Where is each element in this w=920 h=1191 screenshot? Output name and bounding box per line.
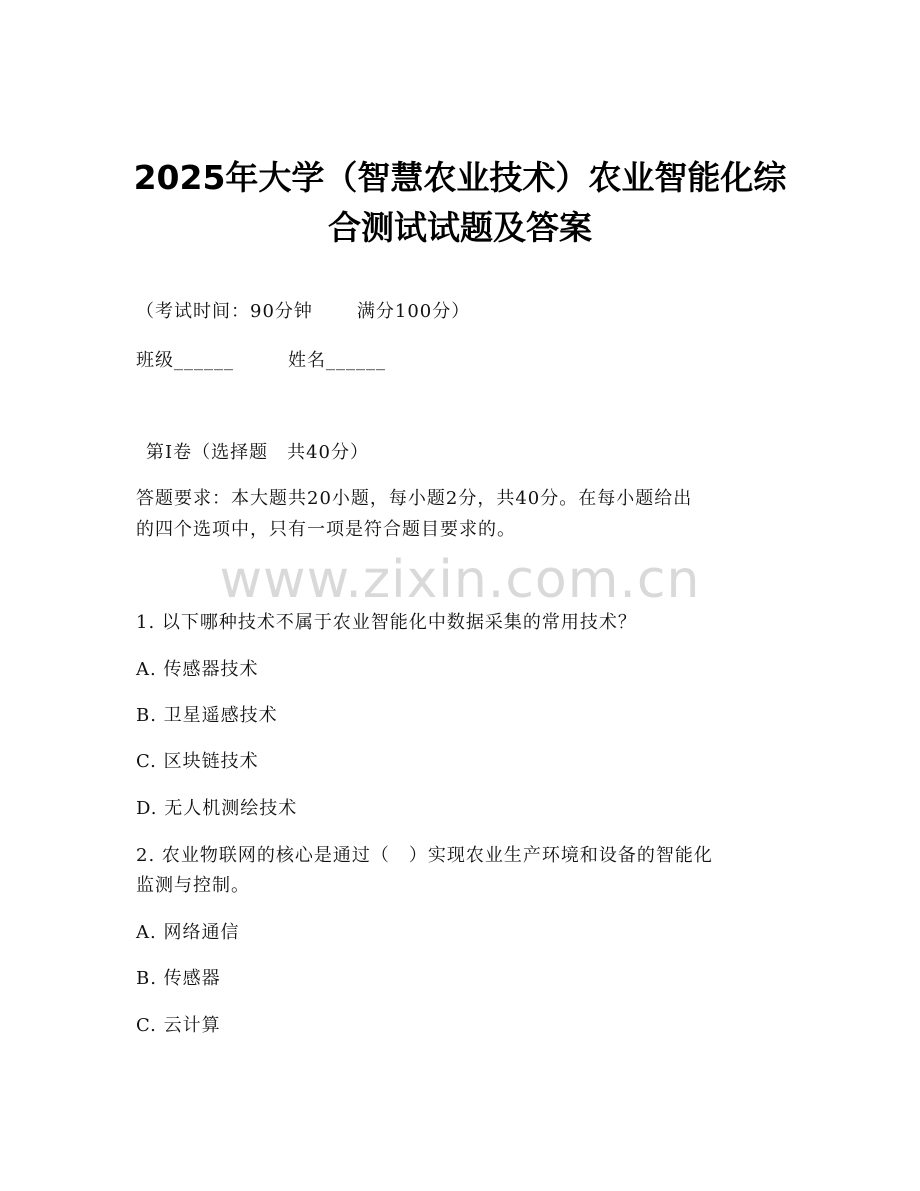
question-1-option-b: B. 卫星遥感技术	[136, 705, 278, 726]
exam-info	[136, 298, 470, 326]
document-title-line1: 2025年大学（智慧农业技术）农业智能化综	[133, 158, 787, 197]
question-1-option-a: A. 传感器技术	[136, 659, 259, 680]
question-2-option-a: A. 网络通信	[136, 922, 240, 943]
question-2-stem-line2: 监测与控制。	[136, 875, 250, 896]
student-fields	[136, 347, 386, 375]
instructions-line2: 的四个选项中，只有一项是符合题目要求的。	[136, 519, 516, 540]
question-2-option-c: C. 云计算	[136, 1015, 221, 1036]
watermark: www.zixin.com.cn	[219, 550, 701, 610]
class-field: 班级______	[136, 350, 234, 371]
exam-score: 满分100分）	[356, 301, 471, 322]
question-1-stem: 1. 以下哪种技术不属于农业智能化中数据采集的常用技术？	[136, 612, 637, 633]
instructions-line1: 答题要求：本大题共20小题，每小题2分，共40分。在每小题给出	[136, 488, 693, 509]
question-2-option-b: B. 传感器	[136, 968, 221, 989]
question-1-option-c: C. 区块链技术	[136, 751, 259, 772]
exam-time: （考试时间：90分钟	[136, 301, 313, 322]
name-field: 姓名______	[288, 350, 386, 371]
section-heading: 第I卷（选择题 共40分）	[146, 442, 370, 463]
question-1-option-d: D. 无人机测绘技术	[136, 798, 298, 819]
document-title-line2: 合测试试题及答案	[328, 208, 592, 247]
question-2-stem-line1: 2. 农业物联网的核心是通过（ ）实现农业生产环境和设备的智能化	[136, 845, 713, 866]
